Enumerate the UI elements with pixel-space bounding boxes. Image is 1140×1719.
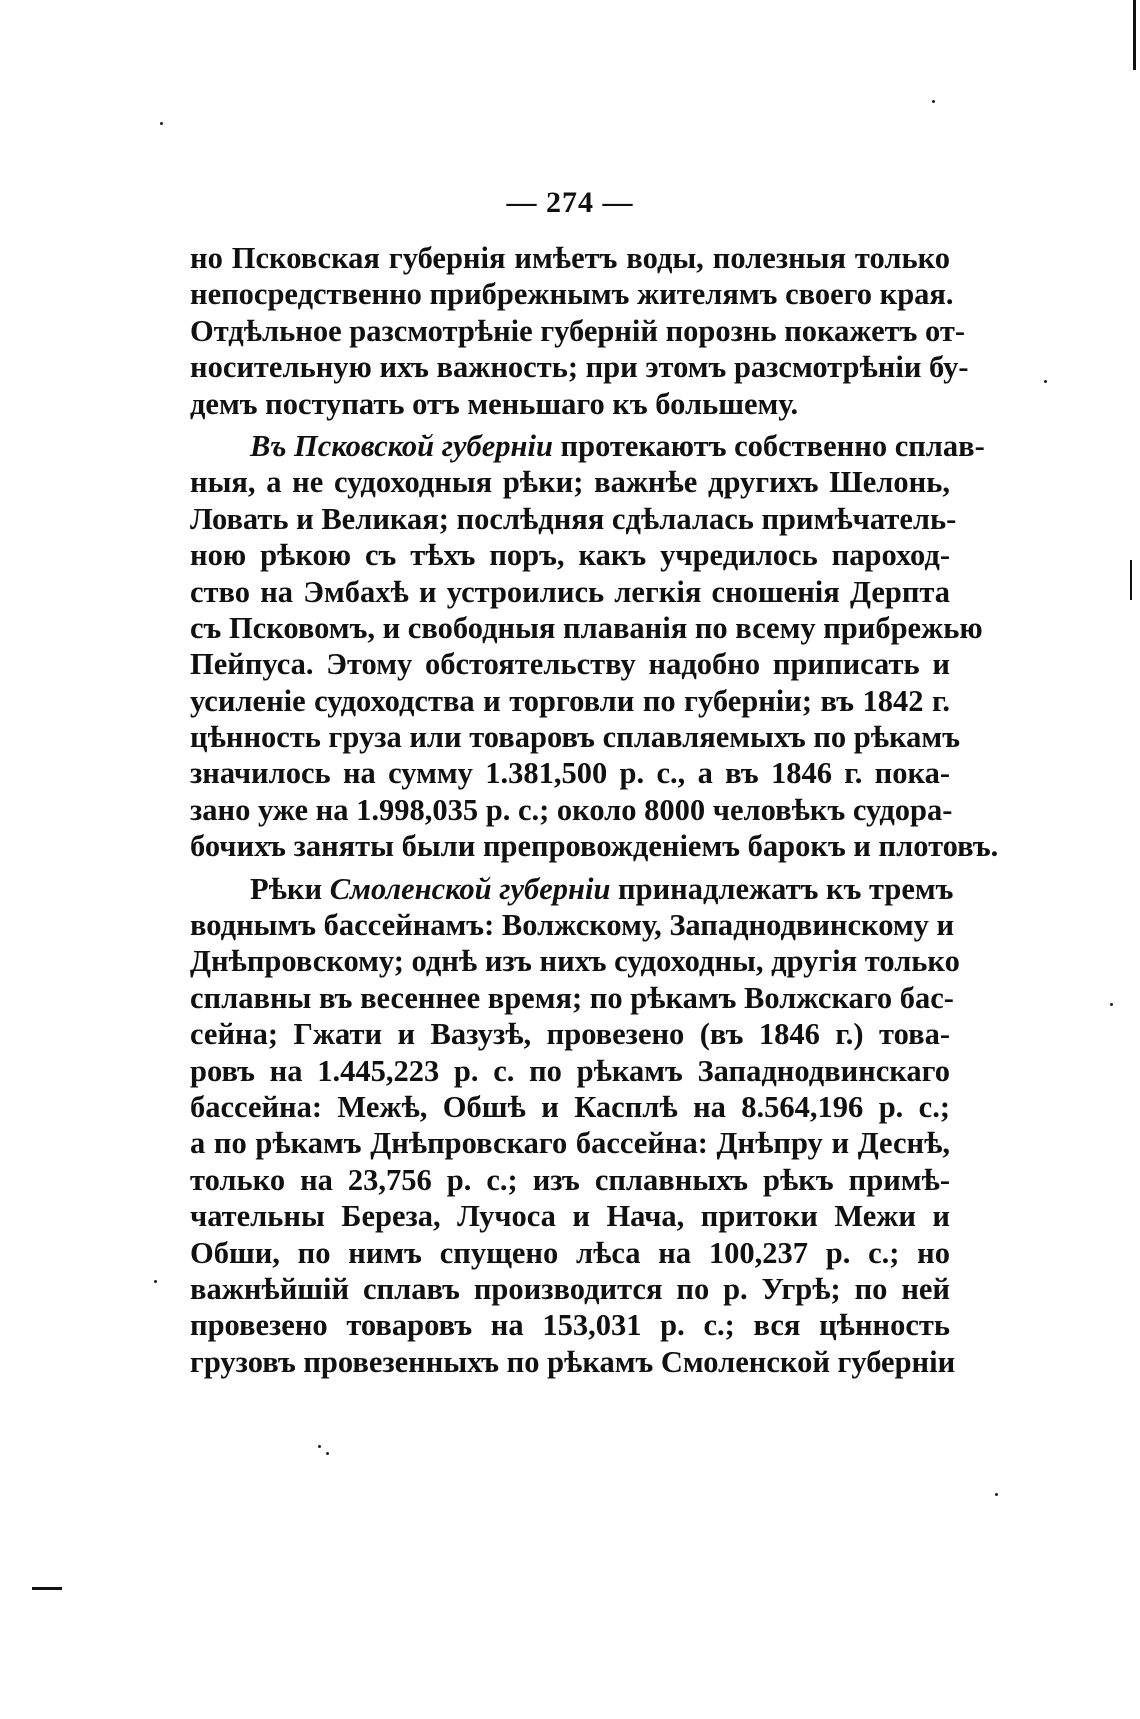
text-line: но Псковская губернія имѣетъ воды, полезныя только — [190, 241, 950, 275]
text-line: Днѣпровскому; однѣ изъ нихъ судоходны, другія только — [190, 944, 960, 979]
italic-heading: Смоленской губерніи — [329, 871, 611, 906]
paragraph-3 — [190, 871, 960, 1380]
text-line: чательны Береза, Лучоса и Нача, притоки Межи и — [190, 1199, 950, 1234]
page-number: — 274 — — [506, 186, 634, 219]
text-line: воднымъ бассейнамъ: Волжскому, Западнодвинскому и — [190, 908, 955, 943]
lead-text: протекаютъ собственно сплав- — [560, 428, 985, 463]
text-line: зано уже на 1.998,035 р. с.; около 8000 человѣкъ судора- — [190, 792, 953, 827]
text-line: только на 23,756 р. с.; изъ сплавныхъ рѣкъ примѣ- — [190, 1162, 950, 1197]
paragraph-lead-line — [190, 871, 954, 907]
text-line: сплавны въ весеннее время; по рѣкамъ Волжскаго бас- — [190, 980, 954, 1015]
text-line: бассейна: Межѣ, Обшѣ и Касплѣ на 8.564,196 р. с.; — [190, 1089, 950, 1124]
paragraph-2 — [190, 428, 999, 865]
scan-edge-mark — [1133, 0, 1136, 70]
paragraph-1 — [190, 240, 969, 422]
text-line: ныя, а не судоходныя рѣки; важнѣе другихъ Шелонь, — [190, 465, 950, 500]
text-line: грузовъ провезенныхъ по рѣкамъ Смоленской губерніи — [190, 1344, 956, 1379]
text-line: провезено товаровъ на 153,031 р. с.; вся цѣнность — [190, 1308, 950, 1343]
scan-dash-mark — [32, 1587, 62, 1590]
scan-edge-mark — [1130, 560, 1132, 600]
text-line: Пейпуса. Этому обстоятельству надобно приписать и — [190, 647, 950, 682]
scan-speck — [154, 1280, 157, 1283]
scan-speck — [1044, 380, 1047, 383]
text-line: а по рѣкамъ Днѣпровскаго бассейна: Днѣпру и Деснѣ, — [190, 1126, 950, 1161]
text-line: Обши, по нимъ спущено лѣса на 100,237 р. с.; но — [190, 1235, 950, 1270]
text-line: ровъ на 1.445,223 р. с. по рѣкамъ Западнодвинскаго — [190, 1053, 950, 1088]
text-line: сейна; Гжати и Вазузѣ, провезено (въ 1846 г.) това- — [190, 1017, 950, 1052]
text-line: непосредственно прибрежнымъ жителямъ своего края. — [190, 277, 954, 312]
text-line: ство на Эмбахѣ и устроились легкія сношенія Дерпта — [190, 574, 950, 609]
text-line: важнѣйшій сплавъ производится по р. Угрѣ; по ней — [190, 1271, 950, 1306]
text-line: значилось на сумму 1.381,500 р. с., а въ 1846 г. пока- — [190, 756, 950, 791]
text-line: цѣнность груза или товаровъ сплавляемыхъ по рѣкамъ — [190, 720, 960, 755]
scan-speck — [995, 1493, 998, 1496]
text-line: ною рѣкою съ тѣхъ поръ, какъ учредилось пароход- — [190, 538, 950, 573]
text-line: Ловать и Великая; послѣдняя сдѣлалась примѣчатель- — [190, 501, 957, 536]
text-line: демъ поступать отъ меньшаго къ большему. — [190, 386, 799, 421]
text-line: съ Псковомъ, и свободныя плаванія по всему прибрежью — [190, 610, 983, 645]
lead-word: Рѣки — [250, 871, 323, 906]
scan-speck — [932, 100, 935, 103]
lead-text: принадлежатъ къ тремъ — [618, 871, 954, 906]
text-line: Отдѣльное разсмотрѣніе губерній порознь покажетъ от- — [190, 313, 966, 348]
scan-speck — [326, 1452, 329, 1455]
text-line: бочихъ заняты были препровожденіемъ барокъ и плотовъ. — [190, 829, 999, 864]
scan-speck — [1110, 1003, 1113, 1006]
body-text — [190, 240, 999, 1380]
scan-speck — [318, 1445, 321, 1448]
paragraph-lead-line — [190, 428, 985, 464]
scan-speck — [160, 122, 163, 125]
italic-heading: Въ Псковской губерніи — [250, 428, 553, 463]
text-line: носительную ихъ важность; при этомъ разсмотрѣніи бу- — [190, 350, 969, 385]
text-line: усиленіе судоходства и торговли по губерніи; въ 1842 г. — [190, 683, 950, 718]
